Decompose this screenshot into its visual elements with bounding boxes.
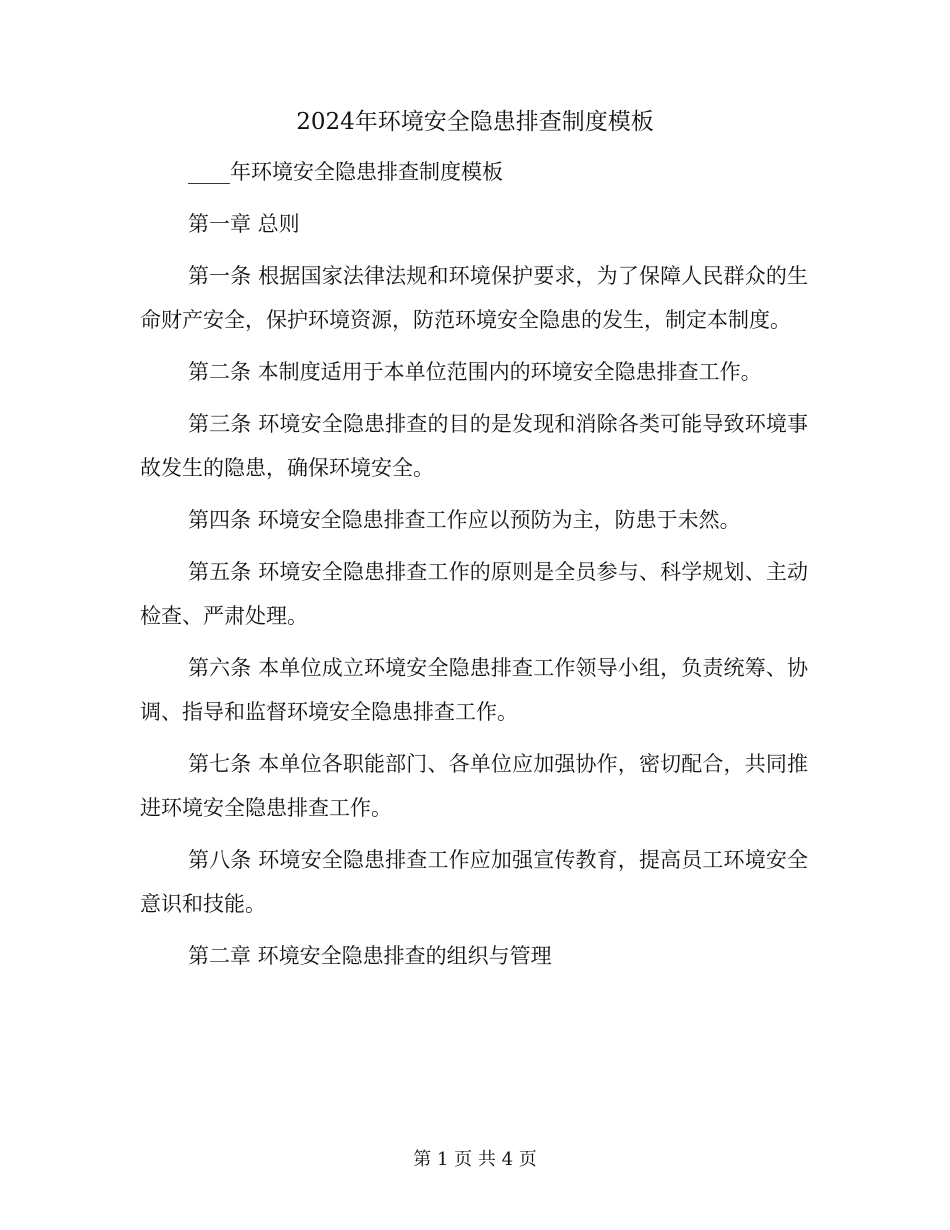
article-1-paragraph: 第一条 根据国家法律法规和环境保护要求，为了保障人民群众的生命财产安全，保护环境资源，防范环境安全隐患的发生，制定本制度。 [140, 264, 808, 332]
article-4-paragraph: 第四条 环境安全隐患排查工作应以预防为主，防患于未然。 [188, 508, 741, 532]
article-2-paragraph: 第二条 本制度适用于本单位范围内的环境安全隐患排查工作。 [188, 360, 762, 384]
document-body [140, 150, 808, 986]
subtitle-paragraph: ____年环境安全隐患排查制度模板 [188, 160, 503, 184]
document-title: 2024年环境安全隐患排查制度模板 [296, 109, 654, 135]
article-3-paragraph: 第三条 环境安全隐患排查的目的是发现和消除各类可能导致环境事故发生的隐患，确保环境安全。 [140, 412, 808, 480]
article-6-paragraph: 第六条 本单位成立环境安全隐患排查工作领导小组，负责统筹、协调、指导和监督环境安全隐患排查工作。 [140, 656, 808, 724]
chapter-heading-2: 第二章 环境安全隐患排查的组织与管理 [188, 944, 552, 968]
page-number-footer: 第 1 页 共 4 页 [413, 1149, 537, 1170]
article-8-paragraph: 第八条 环境安全隐患排查工作应加强宣传教育，提高员工环境安全意识和技能。 [140, 848, 808, 916]
article-7-paragraph: 第七条 本单位各职能部门、各单位应加强协作，密切配合，共同推进环境安全隐患排查工作。 [140, 752, 808, 820]
article-5-paragraph: 第五条 环境安全隐患排查工作的原则是全员参与、科学规划、主动检查、严肃处理。 [140, 560, 808, 628]
chapter-heading-1: 第一章 总则 [188, 212, 300, 236]
